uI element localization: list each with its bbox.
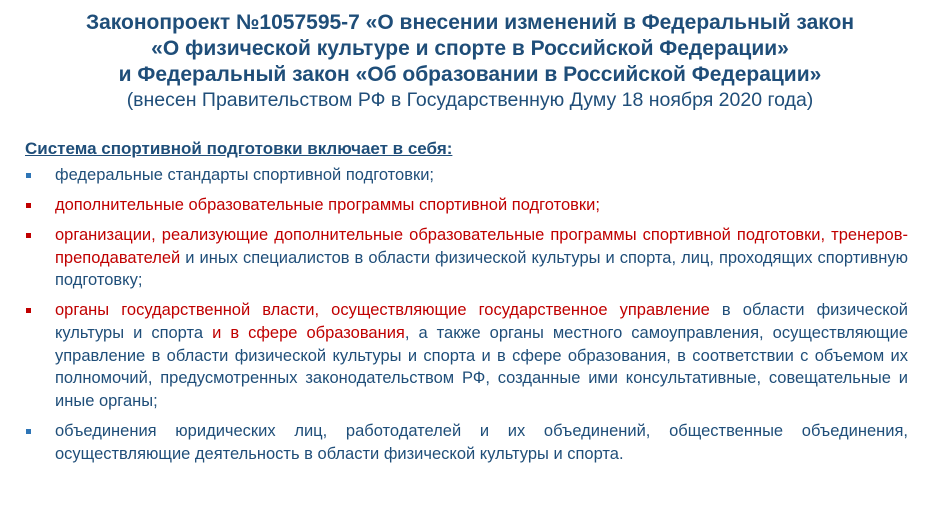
item-text: и иных специалистов в области физической культуры и спорта, лиц, проходящих спортивную подготовку;	[55, 248, 908, 290]
subtitle: (внесен Правительством РФ в Государственную Думу 18 ноября 2020 года)	[126, 89, 814, 111]
item-text-highlight: организации, реализующие дополнительные образовательные программы спортивной подготовки, тренеров-преподавателей	[55, 226, 908, 267]
list-item	[25, 224, 908, 292]
square-bullet-icon	[26, 233, 31, 238]
item-text: , а также органы местного самоуправления, осуществляющие управление в области физической культуры и спорта и в сфере образования, в соответствии с объемом их полномочий, предусмотренных законодательством РФ, созданные ими консультативные, совещательные и иные органы;	[55, 324, 909, 410]
item-text-highlight: и в сфере образования	[212, 324, 405, 343]
list-item	[25, 299, 908, 412]
title-line-3: и Федеральный закон «Об образовании в Российской Федерации»	[118, 63, 822, 86]
list-item	[25, 420, 908, 465]
square-bullet-icon	[26, 203, 31, 208]
item-text: объединения юридических лиц, работодателей и их объединений, общественные объединения, осуществляющие деятельность в области физической культуры и спорта.	[55, 421, 908, 463]
square-bullet-icon	[26, 308, 31, 313]
item-text: дополнительные образовательные программы спортивной подготовки;	[55, 196, 600, 215]
item-text: федеральные стандарты спортивной подготовки;	[55, 166, 435, 184]
slide-header	[20, 10, 920, 113]
square-bullet-icon	[26, 173, 31, 178]
square-bullet-icon	[26, 429, 31, 434]
title-line-1: Законопроект №1057595-7 «О внесении изменений в Федеральный закон	[85, 11, 855, 34]
item-text: в области физической культуры и спорта	[55, 301, 908, 343]
item-text-highlight: органы государственной власти, осуществляющие государственное управление	[55, 301, 710, 320]
bullet-list	[25, 164, 908, 473]
list-item	[25, 164, 908, 187]
section-heading: Система спортивной подготовки включает в себя:	[25, 139, 453, 158]
title-line-2: «О физической культуре и спорте в Российской Федерации»	[151, 37, 789, 60]
list-item	[25, 194, 908, 217]
